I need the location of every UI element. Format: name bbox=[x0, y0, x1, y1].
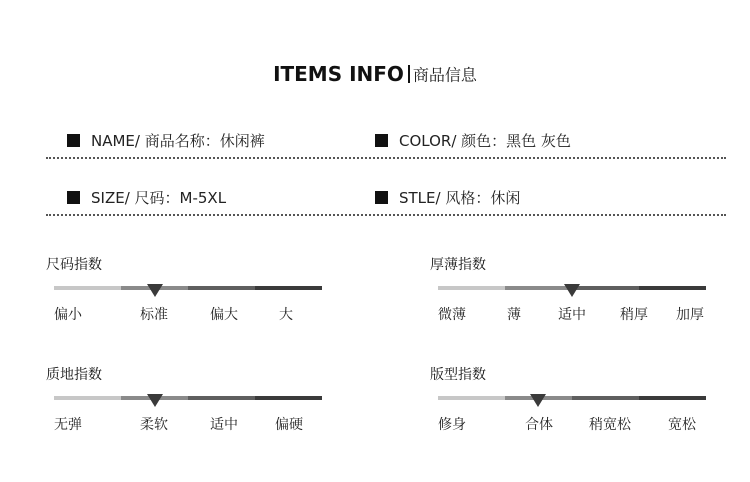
bar-segment bbox=[639, 286, 706, 290]
title-cn: 商品信息 bbox=[412, 65, 477, 85]
triangle-marker-icon bbox=[147, 394, 163, 407]
dotted-divider bbox=[46, 214, 726, 216]
bar-segment bbox=[54, 286, 121, 290]
size-index-scale bbox=[46, 254, 336, 334]
texture-index-label: 无弹 bbox=[54, 417, 82, 433]
fit-index-scale bbox=[430, 364, 720, 444]
fit-index-label: 宽松 bbox=[668, 417, 696, 433]
bullet-square-icon bbox=[67, 191, 80, 204]
dotted-divider bbox=[46, 157, 726, 159]
info-row-2 bbox=[0, 187, 750, 209]
bar-segment bbox=[188, 286, 255, 290]
bar-segment bbox=[255, 396, 322, 400]
fit-index-label: 稍宽松 bbox=[589, 417, 631, 433]
info-row-1 bbox=[0, 130, 750, 152]
bar-segment bbox=[188, 396, 255, 400]
bullet-square-icon bbox=[375, 134, 388, 147]
bar-segment bbox=[572, 396, 639, 400]
info-size bbox=[67, 187, 226, 208]
bar-segment bbox=[255, 286, 322, 290]
thickness-index-scale bbox=[430, 254, 720, 334]
bar-segment bbox=[572, 286, 639, 290]
title-separator bbox=[408, 65, 410, 83]
info-color bbox=[375, 130, 571, 151]
fit-index-label: 合体 bbox=[525, 417, 553, 433]
info-name-text: NAME/ 商品名称：休闲裤 bbox=[91, 132, 265, 150]
size-index-title: 尺码指数 bbox=[46, 257, 102, 273]
info-style-text: STLE/ 风格：休闲 bbox=[399, 189, 521, 207]
bar-segment bbox=[438, 286, 505, 290]
texture-index-label: 柔软 bbox=[140, 417, 168, 433]
size-index-label: 偏大 bbox=[210, 307, 238, 323]
texture-index-label: 偏硬 bbox=[275, 417, 303, 433]
texture-index-bar bbox=[54, 396, 322, 400]
bullet-square-icon bbox=[67, 134, 80, 147]
bar-segment bbox=[639, 396, 706, 400]
bullet-square-icon bbox=[375, 191, 388, 204]
texture-index-label: 适中 bbox=[210, 417, 238, 433]
thickness-index-label: 微薄 bbox=[438, 307, 466, 323]
title-en: ITEMS INFO bbox=[273, 62, 404, 86]
size-index-label: 大 bbox=[279, 307, 293, 323]
section-title bbox=[0, 62, 750, 86]
bar-segment bbox=[54, 396, 121, 400]
info-color-text: COLOR/ 颜色：黑色 灰色 bbox=[399, 132, 571, 150]
thickness-index-label: 薄 bbox=[507, 307, 521, 323]
info-name bbox=[67, 130, 265, 151]
bar-segment bbox=[438, 396, 505, 400]
bar-segment bbox=[505, 286, 572, 290]
thickness-index-title: 厚薄指数 bbox=[430, 257, 486, 273]
triangle-marker-icon bbox=[530, 394, 546, 407]
info-size-text: SIZE/ 尺码：M-5XL bbox=[91, 189, 227, 207]
triangle-marker-icon bbox=[147, 284, 163, 297]
size-index-label: 标准 bbox=[140, 307, 168, 323]
thickness-index-label: 稍厚 bbox=[620, 307, 648, 323]
size-index-bar bbox=[54, 286, 322, 290]
fit-index-title: 版型指数 bbox=[430, 367, 486, 383]
triangle-marker-icon bbox=[564, 284, 580, 297]
texture-index-title: 质地指数 bbox=[46, 367, 102, 383]
info-style bbox=[375, 187, 520, 208]
fit-index-bar bbox=[438, 396, 706, 400]
fit-index-label: 修身 bbox=[438, 417, 466, 433]
texture-index-scale bbox=[46, 364, 336, 444]
thickness-index-label: 加厚 bbox=[676, 307, 704, 323]
size-index-label: 偏小 bbox=[54, 307, 82, 323]
thickness-index-label: 适中 bbox=[558, 307, 586, 323]
